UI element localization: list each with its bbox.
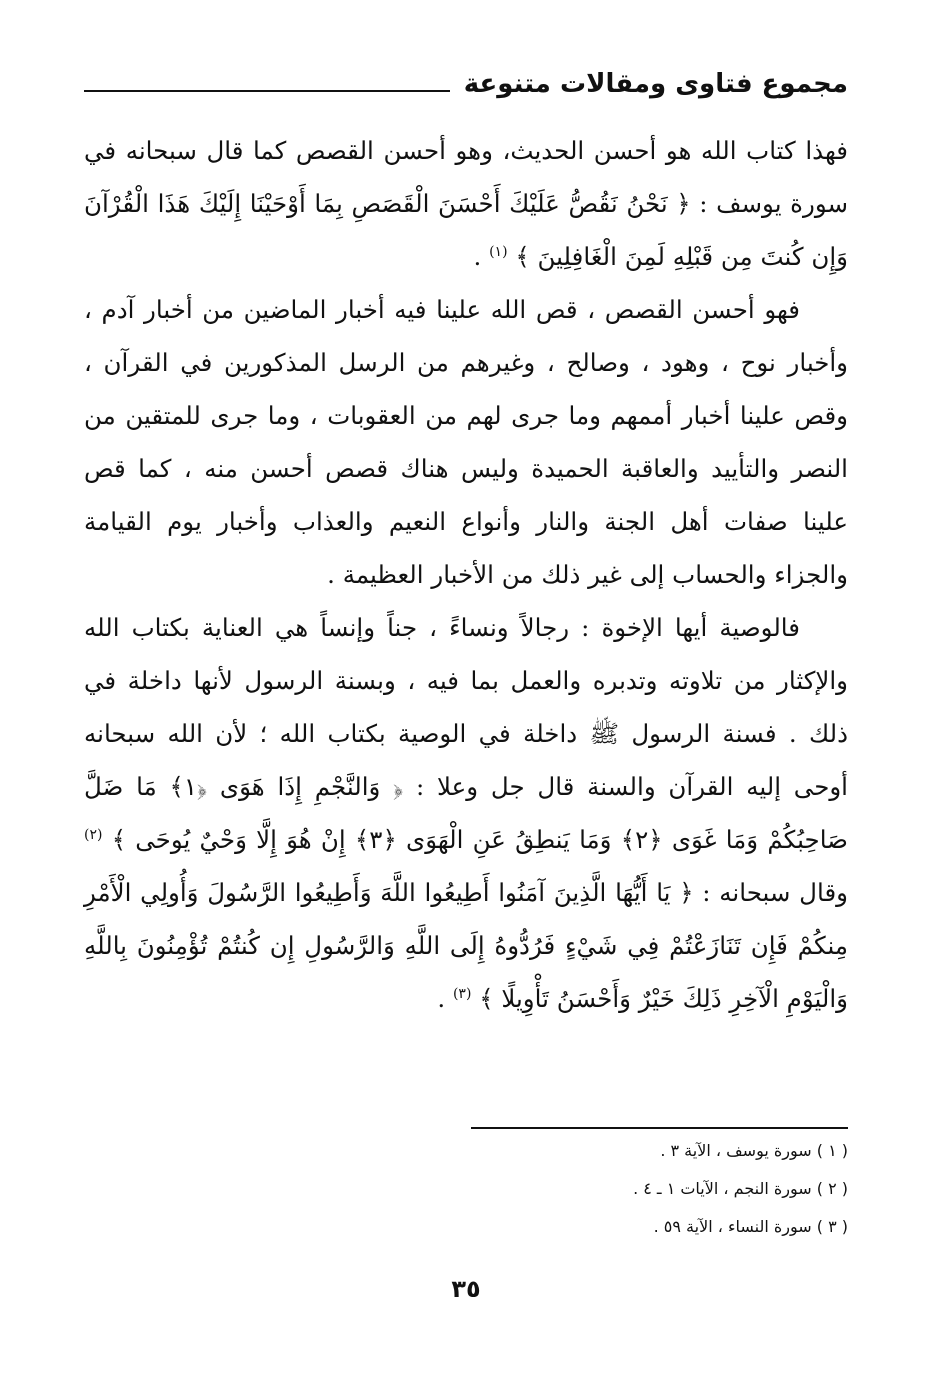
paragraph-3-text: فالوصية أيها الإخوة : رجالاً ونساءً ، جناً وإنساً هي العناية بكتاب الله والإكثار من تلاوته وتدبره والعمل بما فيه ، وبسنة الرسول لأنها داخلة في ذلك . فسنة الرسول ﷺ داخلة في الوصية بكتاب الله ؛ لأن الله سبحانه أوحى إليه القرآن والسنة قال جل وعلا :	[84, 613, 848, 801]
body-text	[84, 124, 848, 1025]
footnote-ref-3: (٣)	[452, 985, 472, 1002]
footnotes	[84, 1132, 848, 1246]
footnote-ref-2: (٢)	[84, 826, 103, 843]
footnote-1: ( ١ ) سورة يوسف ، الآية ٣ .	[660, 1141, 848, 1160]
running-header	[84, 62, 848, 106]
paragraph-1-end: .	[473, 242, 490, 271]
footnote-rule	[471, 1127, 848, 1129]
paragraph-1-text: فهذا كتاب الله هو أحسن الحديث، وهو أحسن القصص كما قال سبحانه في سورة يوسف :	[84, 136, 849, 218]
paragraph-3-end: .	[437, 984, 453, 1013]
quran-verse-najm: ﴿ وَالنَّجْمِ إِذَا هَوَى ﴿١﴾ مَا ضَلَّ صَاحِبُكُمْ وَمَا غَوَى ﴿٢﴾ وَمَا يَنطِقُ عَنِ الْهَوَى ﴿٣﴾ إِنْ هُوَ إِلَّا وَحْيٌ يُوحَى ﴾	[84, 772, 848, 854]
paragraph-3-text-2: وقال سبحانه :	[693, 878, 848, 907]
footnote-2: ( ٢ ) سورة النجم ، الآيات ١ ـ ٤ .	[633, 1179, 848, 1198]
paragraph-1	[84, 124, 848, 283]
quran-verse-yusuf: ﴿ نَحْنُ نَقُصُّ عَلَيْكَ أَحْسَنَ الْقَصَصِ بِمَا أَوْحَيْنَا إِلَيْكَ هَذَا الْقُرْآنَ وَإِن كُنتَ مِن قَبْلِهِ لَمِنَ الْغَافِلِينَ ﴾	[84, 189, 848, 271]
running-title: مجموع فتاوى ومقالات متنوعة	[463, 69, 848, 99]
paragraph-2: فهو أحسن القصص ، قص الله علينا فيه أخبار الماضين من أخبار آدم ، وأخبار نوح ، وهود ، وصالح ، وغيرهم من الرسل المذكورين في القرآن ، وقص علينا أخبار أممهم وما جرى لهم من العقوبات ، وما جرى للمتقين من النصر والتأييد والعاقبة الحميدة وليس هناك قصص أحسن منه ، كما قص علينا صفات أهل الجنة والنار وأنواع النعيم والعذاب وأخبار يوم القيامة والجزاء والحساب إلى غير ذلك من الأخبار العظيمة .	[84, 295, 848, 589]
page-number: ٣٥	[451, 1275, 481, 1303]
quran-verse-nisa: ﴿ يَا أَيُّهَا الَّذِينَ آمَنُوا أَطِيعُوا اللَّهَ وَأَطِيعُوا الرَّسُولَ وَأُولِي الْأَمْرِ مِنكُمْ فَإِن تَنَازَعْتُمْ فِي شَيْءٍ فَرُدُّوهُ إِلَى اللَّهِ وَالرَّسُولِ إِن كُنتُمْ تُؤْمِنُونَ بِاللَّهِ وَالْيَوْمِ الْآخِرِ ذَلِكَ خَيْرٌ وَأَحْسَنُ تَأْوِيلًا ﴾	[84, 878, 848, 1013]
footnote-ref-1: (١)	[489, 243, 508, 260]
footnote-3: ( ٣ ) سورة النساء ، الآية ٥٩ .	[653, 1217, 848, 1236]
header-rule	[84, 90, 450, 92]
paragraph-3	[84, 601, 848, 1025]
